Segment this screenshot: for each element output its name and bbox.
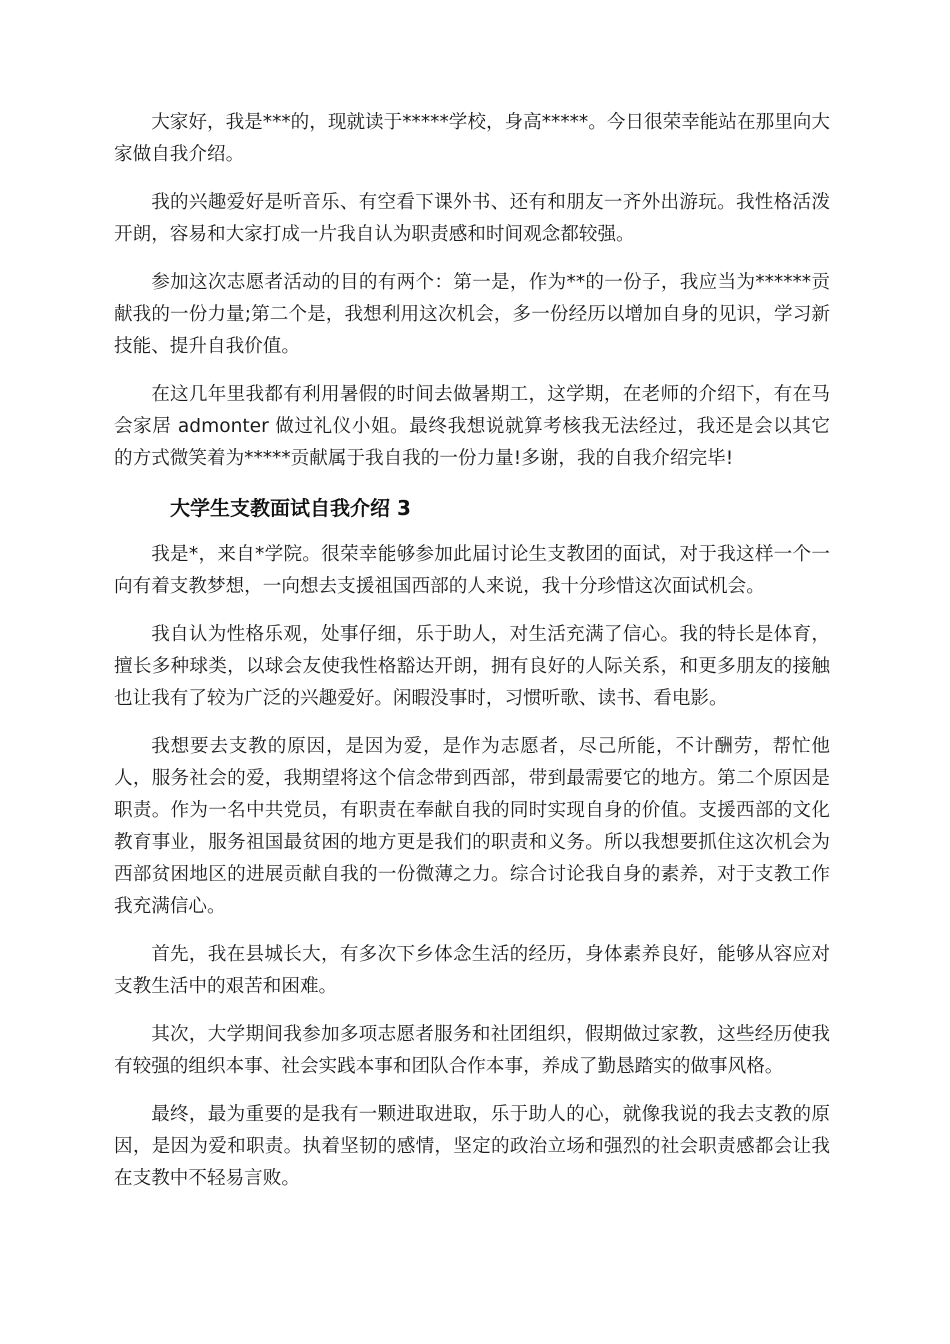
paragraph: 大家好，我是***的，现就读于*****学校，身高*****。今日很荣幸能站在那里向大家做自我介绍。	[114, 112, 830, 165]
section-heading: 大学生支教面试自我介绍 3	[170, 496, 411, 520]
paragraph: 参加这次志愿者活动的目的有两个：第一是，作为**的一份子，我应当为******贡献我的一份力量;第二个是，我想利用这次机会，多一份经历以增加自身的见识，学习新技能、提升自我价值。	[114, 272, 830, 357]
paragraph: 我是*，来自*学院。很荣幸能够参加此届讨论生支教团的面试，对于我这样一个一向有着支教梦想，一向想去支援祖国西部的人来说，我十分珍惜这次面试机会。	[114, 544, 830, 597]
paragraph: 其次，大学期间我参加多项志愿者服务和社团组织，假期做过家教，这些经历使我有较强的组织本事、社会实践本事和团队合作本事，养成了勤恳踏实的做事风格。	[114, 1024, 830, 1077]
paragraph: 在这几年里我都有利用暑假的时间去做暑期工，这学期，在老师的介绍下，有在马会家居 admonter 做过礼仪小姐。最终我想说就算考核我无法经过，我还是会以其它的方式微笑着为*****贡献属于我自我的一份力量!多谢，我的自我介绍完毕!	[114, 384, 830, 469]
paragraph: 首先，我在县城长大，有多次下乡体念生活的经历，身体素养良好，能够从容应对支教生活中的艰苦和困难。	[114, 944, 830, 997]
paragraph: 我想要去支教的原因，是因为爱，是作为志愿者，尽己所能，不计酬劳，帮忙他人，服务社会的爱，我期望将这个信念带到西部，带到最需要它的地方。第二个原因是职责。作为一名中共党员，有职责在奉献自我的同时实现自身的价值。支援西部的文化教育事业，服务祖国最贫困的地方更是我们的职责和义务。所以我想要抓住这次机会为西部贫困地区的进展贡献自我的一份微薄之力。综合讨论我自身的素养，对于支教工作我充满信心。	[114, 736, 830, 917]
paragraph: 最终，最为重要的是我有一颗进取进取，乐于助人的心，就像我说的我去支教的原因，是因为爱和职责。执着坚韧的感情，坚定的政治立场和强烈的社会职责感都会让我在支教中不轻易言败。	[114, 1104, 830, 1189]
document-page	[114, 107, 830, 1211]
paragraph: 我的兴趣爱好是听音乐、有空看下课外书、还有和朋友一齐外出游玩。我性格活泼开朗，容易和大家打成一片我自认为职责感和时间观念都较强。	[114, 192, 830, 245]
paragraph: 我自认为性格乐观，处事仔细，乐于助人，对生活充满了信心。我的特长是体育，擅长多种球类，以球会友使我性格豁达开朗，拥有良好的人际关系，和更多朋友的接触也让我有了较为广泛的兴趣爱好。闲暇没事时，习惯听歌、读书、看电影。	[114, 624, 830, 709]
